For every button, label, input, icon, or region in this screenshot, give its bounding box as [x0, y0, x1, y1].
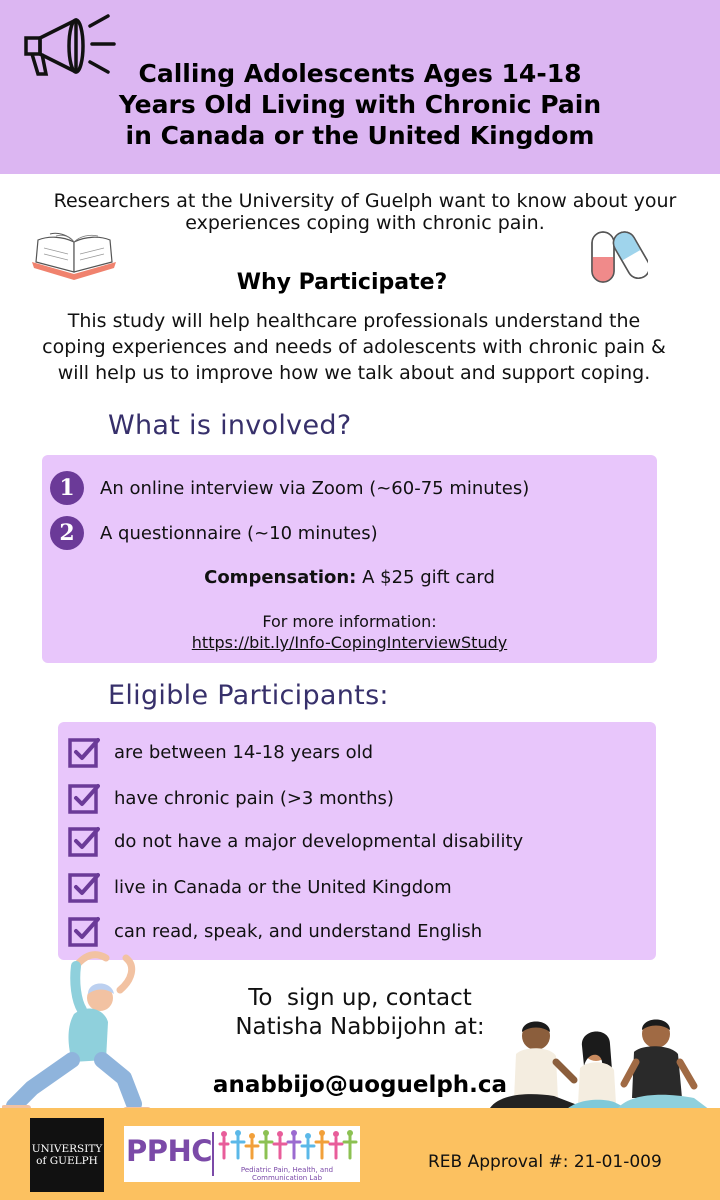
- why-participate-text: [24, 308, 684, 386]
- why-line-1: This study will help healthcare professionals understand the: [67, 310, 641, 332]
- contact-line-1: To sign up, contact: [248, 985, 472, 1011]
- eligible-item-text: can read, speak, and understand English: [114, 920, 483, 942]
- eligible-item: [68, 782, 394, 814]
- yoga-person-illustration: [2, 950, 162, 1114]
- eligible-item-text: do not have a major developmental disability: [114, 830, 524, 852]
- footer: [0, 1108, 720, 1200]
- contact-email[interactable]: anabbijo@uoguelph.ca: [212, 1072, 508, 1098]
- compensation-label: Compensation:: [204, 567, 357, 588]
- eligible-item: [68, 871, 452, 903]
- info-link[interactable]: https://bit.ly/Info-CopingInterviewStudy: [191, 633, 508, 652]
- checkbox-icon: [68, 736, 100, 768]
- children-figures-icon: [218, 1130, 358, 1164]
- compensation-text: [42, 567, 657, 588]
- university-of-guelph-logo: [30, 1118, 104, 1192]
- eligible-item-text: live in Canada or the United Kingdom: [114, 876, 452, 898]
- eligible-item: [68, 736, 373, 768]
- step-number-2: 2: [50, 516, 84, 550]
- uog-logo-line-2: of GUELPH: [36, 1155, 98, 1167]
- intro-line-1: Researchers at the University of Guelph want to know about your: [53, 190, 677, 212]
- contact-text: [150, 984, 570, 1042]
- eligible-item: [68, 915, 482, 947]
- step-text-1: An online interview via Zoom (~60-75 minutes): [100, 477, 530, 499]
- more-info: [42, 611, 657, 653]
- why-line-2: coping experiences and needs of adolescents with chronic pain &: [42, 336, 666, 358]
- eligible-box: [58, 722, 656, 960]
- header-banner: [0, 0, 720, 174]
- involved-step-2: [50, 516, 378, 550]
- checkbox-icon: [68, 915, 100, 947]
- reb-approval-number: REB Approval #: 21-01-009: [428, 1152, 662, 1172]
- why-participate-heading: Why Participate?: [236, 270, 448, 295]
- pphc-abbreviation: PPHC: [126, 1134, 213, 1168]
- checkbox-icon: [68, 825, 100, 857]
- page-title: [60, 58, 660, 151]
- checkbox-icon: [68, 782, 100, 814]
- step-number-1: 1: [50, 471, 84, 505]
- more-info-label: For more information:: [262, 612, 437, 631]
- pphc-lab-logo: [124, 1126, 360, 1182]
- what-is-involved-heading: What is involved?: [108, 410, 352, 441]
- compensation-value: A $25 gift card: [356, 567, 495, 588]
- eligible-item-text: have chronic pain (>3 months): [114, 787, 394, 809]
- uog-logo-line-1: UNIVERSITY: [31, 1143, 103, 1155]
- involved-box: [42, 455, 657, 663]
- contact-line-2: Natisha Nabbijohn at:: [235, 1014, 485, 1040]
- why-line-3: will help us to improve how we talk about and support coping.: [57, 362, 651, 384]
- eligible-participants-heading: Eligible Participants:: [108, 680, 389, 711]
- intro-line-2: experiences coping with chronic pain.: [185, 212, 545, 234]
- eligible-item: [68, 825, 523, 857]
- eligible-item-text: are between 14-18 years old: [114, 741, 374, 763]
- involved-step-1: [50, 471, 529, 505]
- checkbox-icon: [68, 871, 100, 903]
- title-line-1: Calling Adolescents Ages 14-18: [138, 59, 582, 88]
- title-line-3: in Canada or the United Kingdom: [125, 121, 595, 150]
- title-line-2: Years Old Living with Chronic Pain: [118, 90, 602, 119]
- step-text-2: A questionnaire (~10 minutes): [100, 522, 378, 544]
- pphc-full-name: Pediatric Pain, Health, and Communication Lab: [240, 1166, 334, 1182]
